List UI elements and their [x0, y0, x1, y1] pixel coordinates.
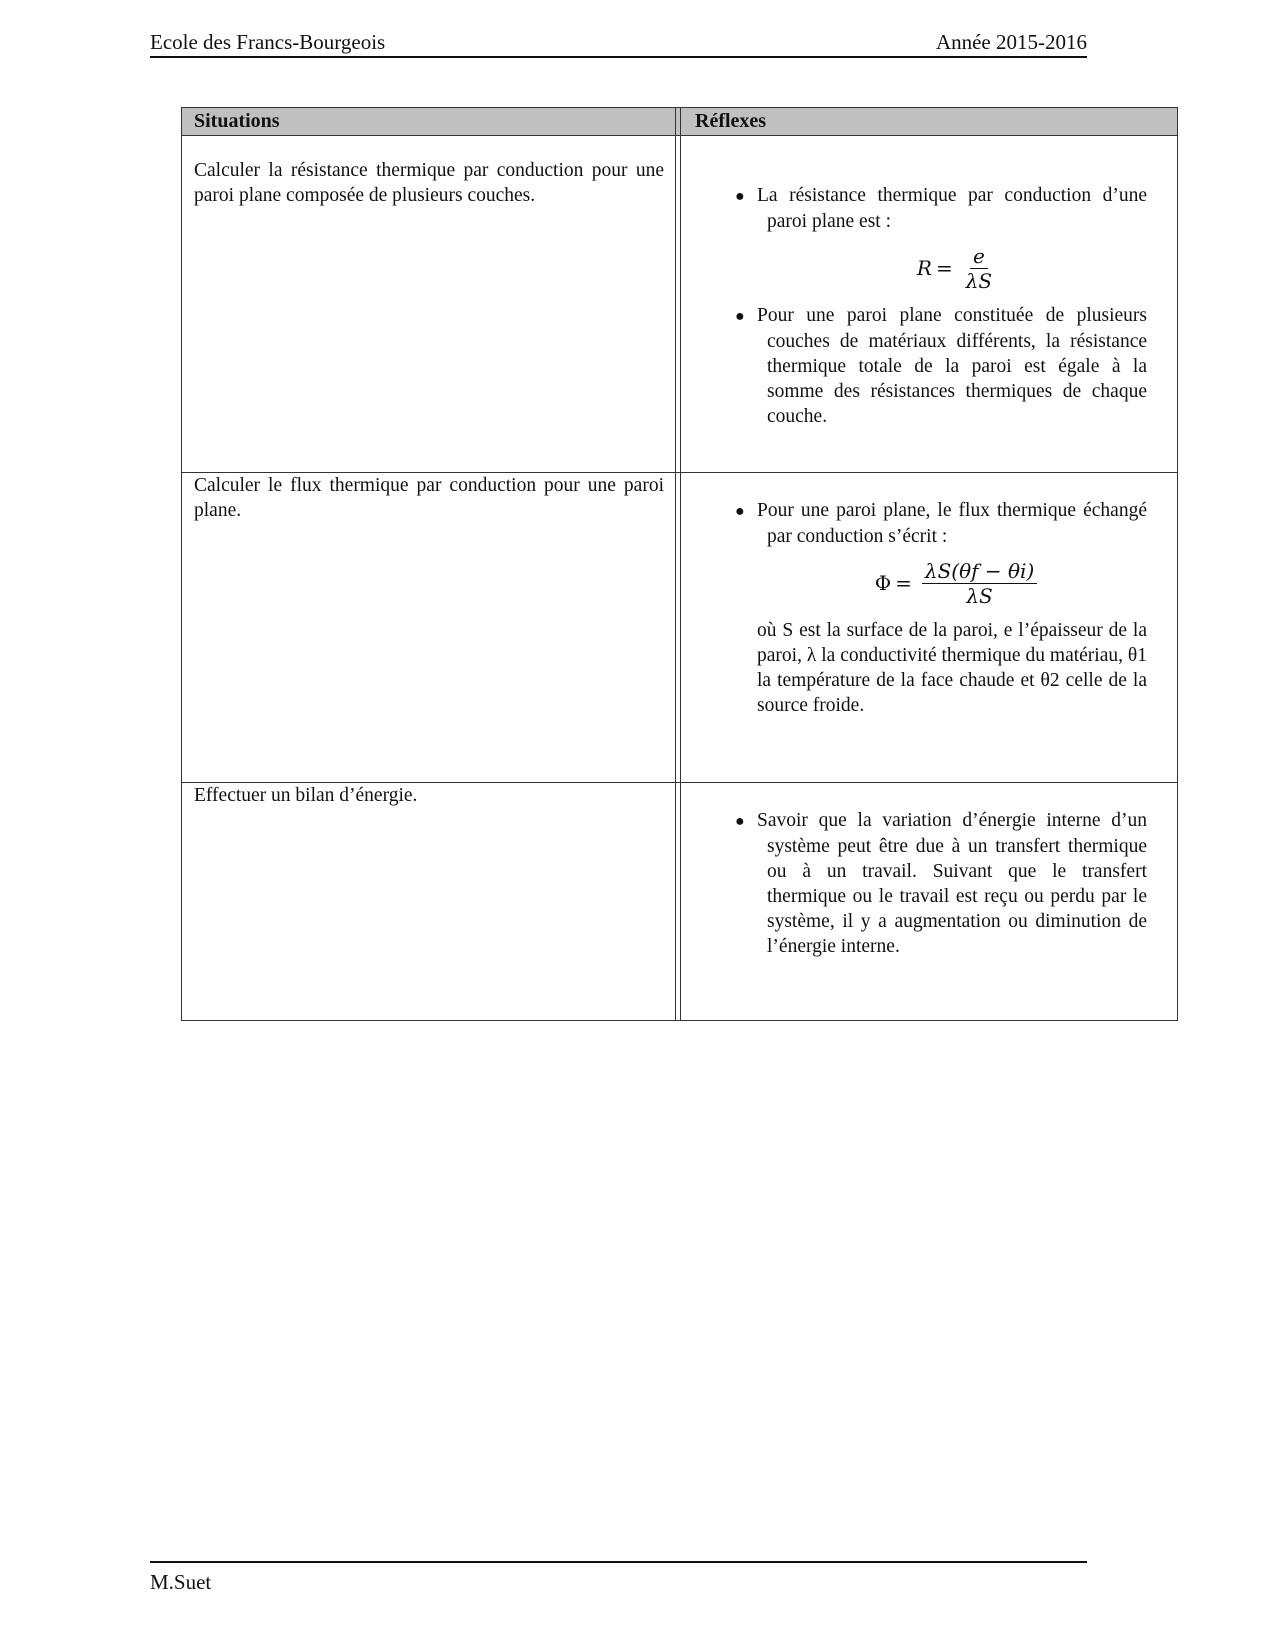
header-rule — [150, 56, 1087, 58]
formula-denominator: λS — [965, 269, 993, 293]
reflex-cell — [725, 183, 1147, 429]
situation-cell: Calculer le flux thermique par conduction pour une paroi plane. — [194, 475, 664, 521]
reflex-text: La résistance thermique par conduction d’une paroi plane est : — [757, 185, 1147, 232]
formula-denominator: λS — [966, 584, 993, 608]
reflex-text: Pour une paroi plane, le flux thermique échangé par conduction s’écrit : — [757, 500, 1147, 547]
formula-lhs: R — [916, 256, 932, 280]
bullet-icon: ● — [735, 188, 745, 205]
list-item — [725, 183, 1147, 234]
list-item — [725, 303, 1147, 429]
situation-cell: Calculer la résistance thermique par conduction pour une paroi plane composée de plusieurs couches. — [194, 160, 664, 206]
bullet-icon: ● — [735, 308, 745, 325]
reflex-text: Savoir que la variation d’énergie interne d’un système peut être due à un transfert thermique ou à un travail. Suivant que le transfert thermique ou le travail est reçu ou perdu par le système, il y a augmentation ou diminution de l’énergie interne. — [757, 810, 1147, 957]
column-header-reflexes: Réflexes — [695, 110, 767, 132]
school-year: Année 2015-2016 — [935, 30, 1087, 54]
school-name: Ecole des Francs-Bourgeois — [150, 30, 386, 54]
list-item — [725, 498, 1147, 549]
resistance-formula — [765, 244, 1147, 293]
column-header-situations: Situations — [194, 110, 280, 132]
bullet-icon: ● — [735, 813, 745, 830]
reflexes-table — [181, 107, 1178, 1021]
reflex-text: Pour une paroi plane constituée de plusieurs couches de matériaux différents, la résistance thermique totale de la paroi est égale à la somme des résistances thermiques de chaque couche. — [757, 305, 1147, 427]
list-item — [725, 808, 1147, 959]
formula-fraction — [963, 244, 995, 293]
page-footer-author: M.Suet — [150, 1570, 212, 1594]
flux-formula — [765, 559, 1147, 608]
reflex-cell — [725, 808, 1147, 959]
column-divider-double — [680, 108, 681, 1020]
formula-explanation: où S est la surface de la paroi, e l’épaisseur de la paroi, λ la conductivité thermique du matériau, θ1 la température de la face chaude et θ2 celle de la source froide. — [757, 620, 1147, 716]
reflex-cell — [725, 498, 1147, 718]
column-divider — [675, 108, 676, 1020]
formula-equals: = — [935, 256, 953, 280]
situation-cell: Effectuer un bilan d’énergie. — [194, 785, 418, 806]
formula-numerator: e — [970, 244, 988, 269]
bullet-icon: ● — [735, 503, 745, 520]
formula-numerator: λS(θf − θi) — [922, 559, 1037, 584]
formula-lhs: Φ — [874, 571, 892, 595]
formula-equals: = — [895, 571, 912, 595]
formula-fraction — [922, 559, 1037, 608]
footer-rule — [150, 1561, 1087, 1563]
